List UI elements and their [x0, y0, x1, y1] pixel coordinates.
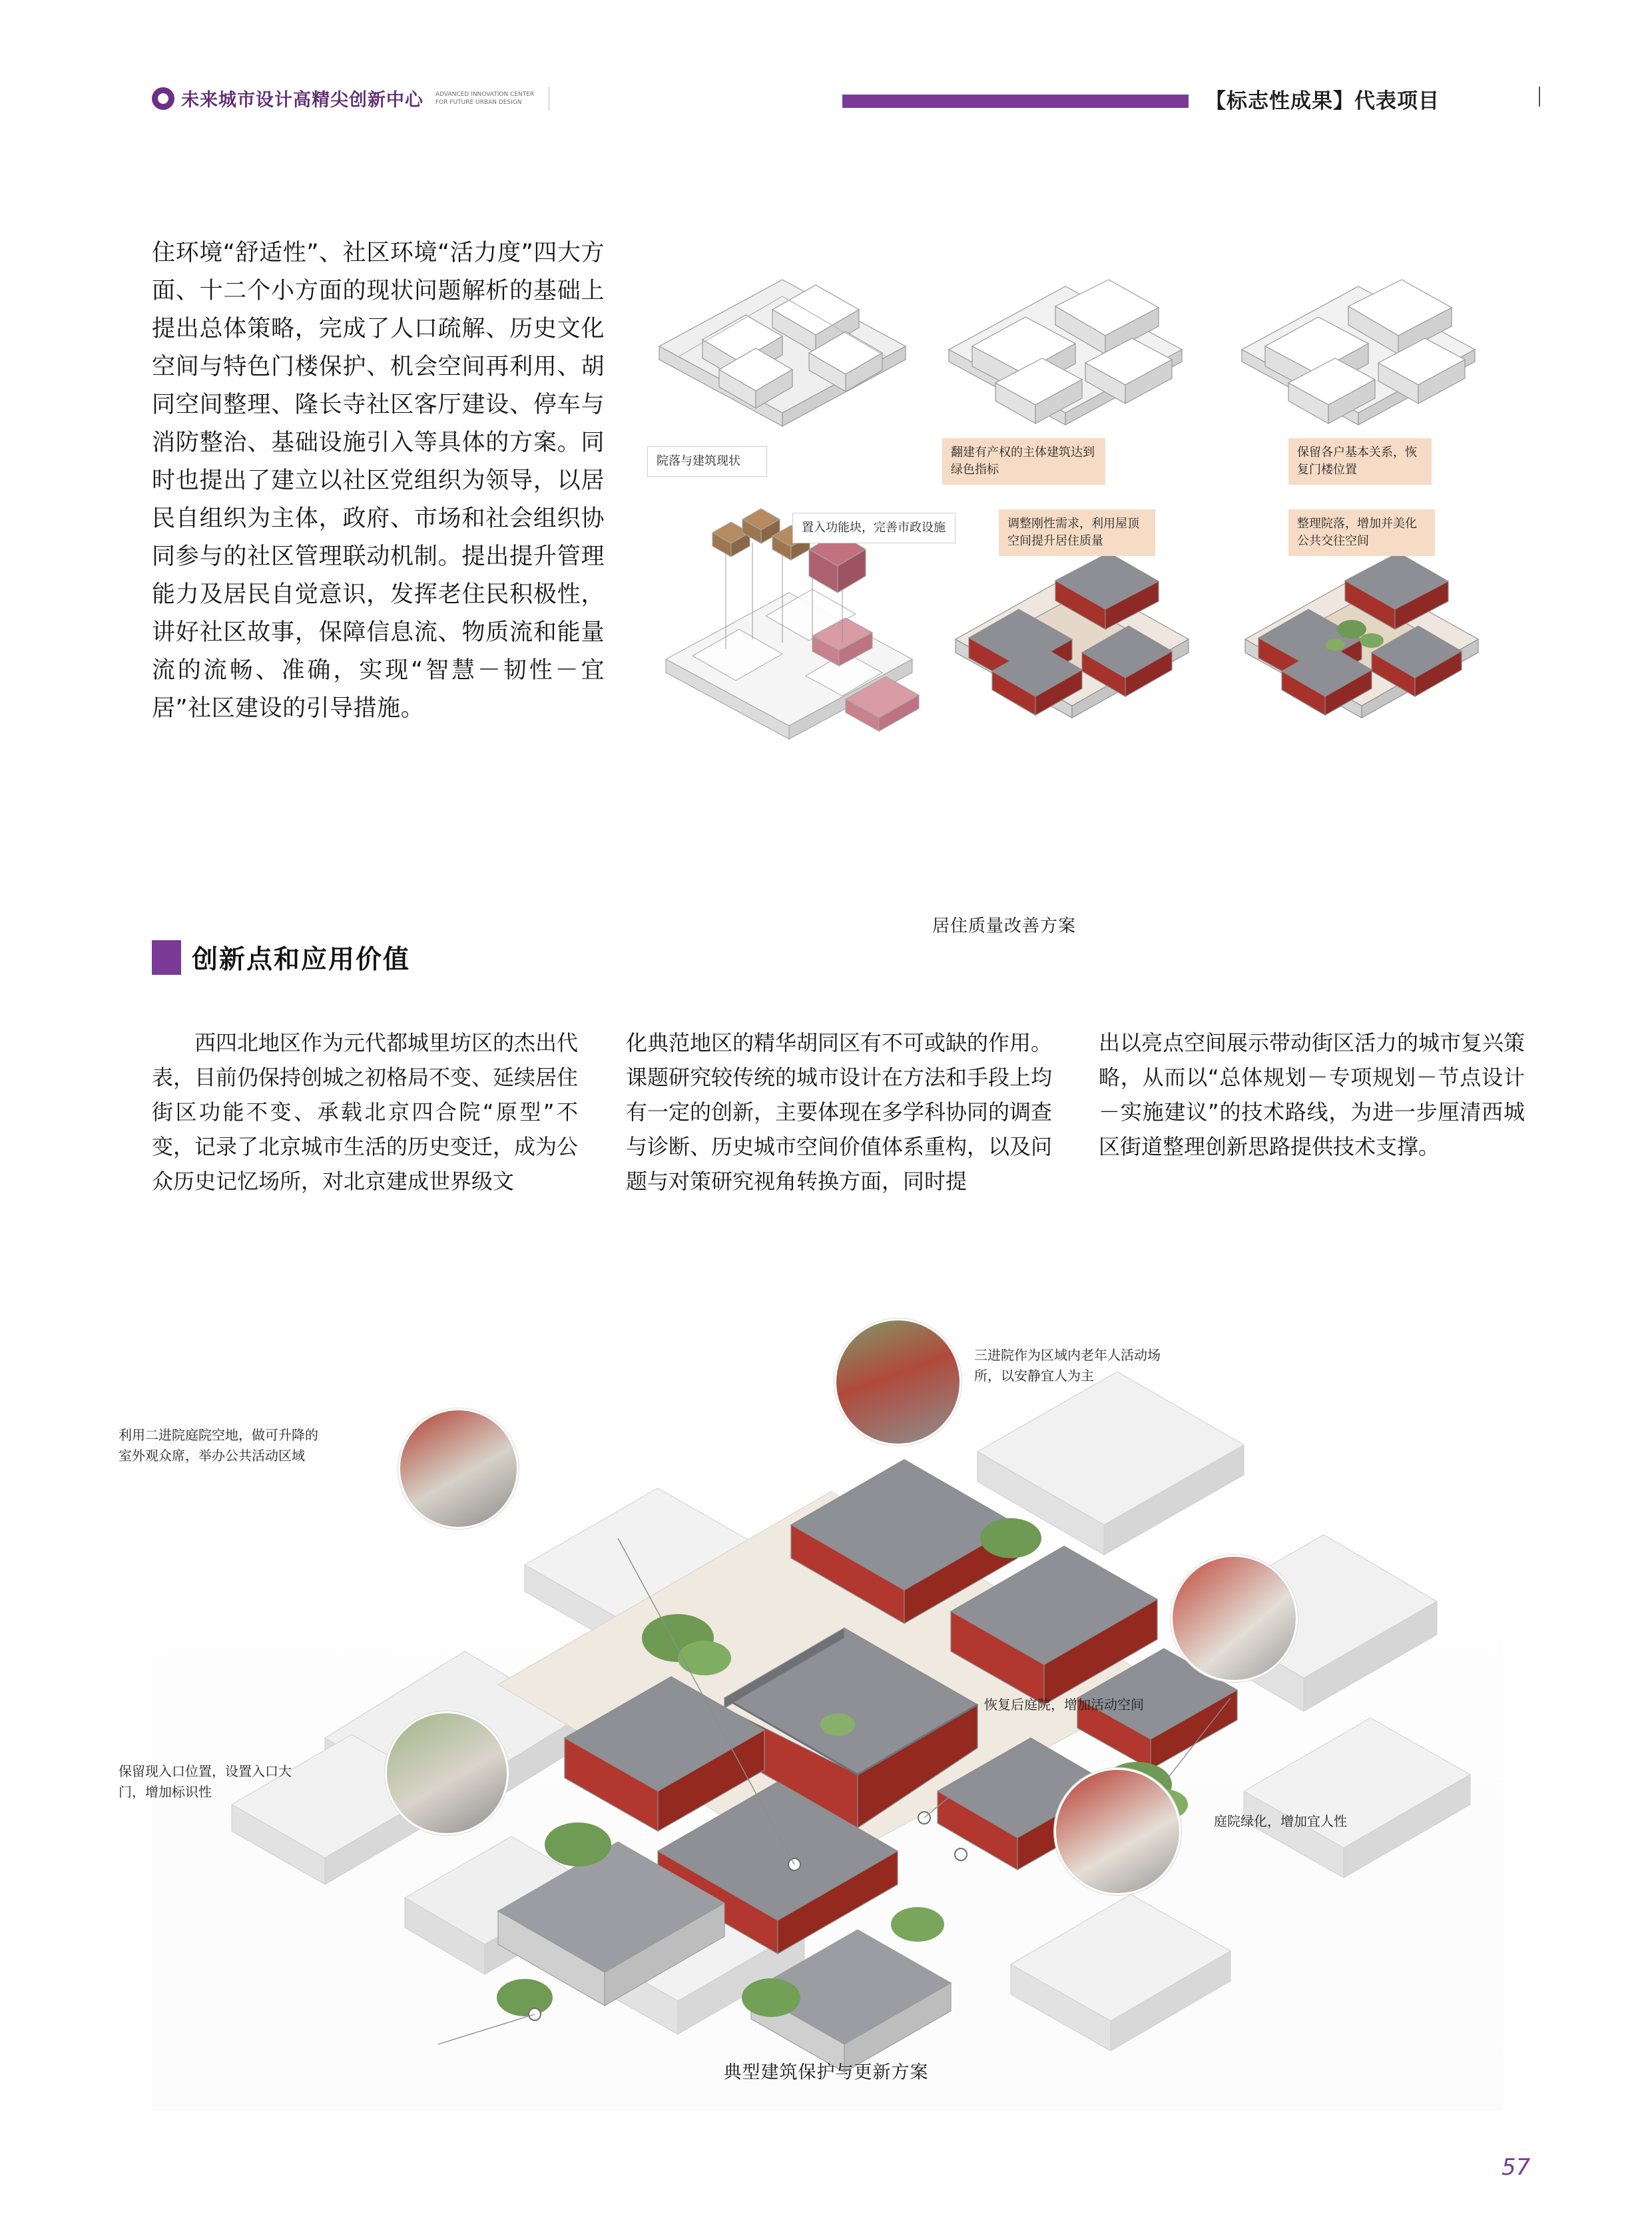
- page-number: 57: [1502, 2154, 1531, 2181]
- iso-diagram-6: [1229, 539, 1495, 759]
- body-column-3: 出以亮点空间展示带动街区活力的城市复兴策略，从而以“总体规划－专项规划－节点设计－实施建议”的技术路线，为进一步厘清西城区街道整理创新思路提供技术支撑。: [1099, 1030, 1525, 1159]
- annotation-2: 利用二进院庭院空地，做可升降的室外观众席，举办公共活动区域: [119, 1427, 318, 1464]
- callout-photo-courtyard-elderly: [834, 1318, 962, 1446]
- body-column-2: 化典范地区的精华胡同区有不可或缺的作用。课题研究较传统的城市设计在方法和手段上均有一定的创新，主要体现在多学科协同的调查与诊断、历史城市空间价值体系重构，以及问题与对策研究视角转换方面，同时提: [626, 1030, 1053, 1194]
- logo-en-line2: FOR FUTURE URBAN DESIGN: [435, 99, 522, 106]
- annotation-4: 保留现入口位置，设置入口大门，增加标识性: [119, 1763, 292, 1800]
- diagram-tag-3: 保留各户基本关系，恢复门楼位置: [1288, 438, 1432, 485]
- diagram-tag-6: 整理院落，增加并美化公共交往空间: [1288, 509, 1435, 556]
- annotation-3: 恢复后庭院，增加活动空间: [984, 1697, 1144, 1713]
- body-column-1: 西四北地区作为元代都城里坊区的杰出代表，目前仍保持创城之初格局不变、延续居住街区功能不变、承载北京四合院“原型”不变，记录了北京城市生活的历史变迁，成为公众历史记忆场所，对北京建成世界级文: [152, 1030, 579, 1194]
- logo-icon: [152, 87, 174, 110]
- header-title: 【标志性成果】代表项目: [1205, 89, 1440, 113]
- diagram-tag-2: 翻建有产权的主体建筑达到绿色指标: [942, 438, 1105, 485]
- diagram-tag-4: 置入功能块，完善市政设施: [792, 513, 956, 543]
- annotation-1: 三进院作为区域内老年人活动场所，以安静宜人为主: [974, 1347, 1161, 1384]
- left-paragraph: 住环境“舒适性”、社区环境“活力度”四大方面、十二个小方面的现状问题解析的基础上提出总体策略，完成了人口疏解、历史文化空间与特色门楼保护、机会空间再利用、胡同空间整理、隆长寺社区客厅建设、停车与消防整治、基础设施引入等具体的方案。同时也提出了建立以社区党组织为领导，以居民自组织为主体，政府、市场和社会组织协同参与的社区管理联动机制。提出提升管理能力及居民自觉意识，发挥老住民积极性，讲好社区故事，保障信息流、物质流和能量流的流畅、准确，实现“智慧－韧性－宜居”社区建设的引导措施。: [152, 240, 605, 722]
- header-accent-bar: [842, 95, 1189, 108]
- iso-svg-4: [646, 506, 932, 772]
- section-heading: [152, 939, 410, 976]
- logo: [152, 85, 549, 111]
- callout-photo-entrance-gate: [385, 1711, 509, 1835]
- iso-diagram-1: [639, 246, 926, 466]
- callout-photo-courtyard-greening: [1054, 1768, 1181, 1895]
- iso-svg-3: [1225, 253, 1492, 466]
- big-figure-caption: 典型建筑保护与更新方案: [723, 2062, 929, 2083]
- left-text-column: [152, 234, 605, 728]
- iso-diagram-3: [1225, 253, 1492, 466]
- diagram-caption: 居住质量改善方案: [932, 916, 1077, 936]
- logo-en-line1: ADVANCED INNOVATION CENTER: [435, 91, 535, 98]
- housing-improvement-diagram: [639, 246, 1498, 952]
- typical-building-renovation-figure: [119, 1325, 1504, 2111]
- iso-diagram-5: [939, 539, 1205, 759]
- header-tick: [1539, 87, 1540, 107]
- section-title: 创新点和应用价值: [192, 945, 411, 975]
- annotation-5: 庭院绿化，增加宜人性: [1214, 1813, 1347, 1829]
- callout-photo-activity-space: [1171, 1555, 1298, 1682]
- callout-photo-outdoor-seating: [398, 1408, 519, 1529]
- diagram-tag-5: 调整刚性需求，利用屋顶空间提升居住质量: [999, 509, 1155, 556]
- birdseye-render-svg: [152, 1325, 1504, 2111]
- section-accent-bar: [152, 940, 181, 975]
- logo-en-text: [435, 91, 534, 107]
- page-header: [0, 0, 1652, 153]
- iso-svg-1: [639, 246, 926, 466]
- iso-svg-6: [1229, 539, 1495, 759]
- diagram-tag-1: 院落与建筑现状: [647, 446, 767, 477]
- iso-diagram-4: [646, 506, 932, 772]
- logo-cn-text: 未来城市设计高精尖创新中心: [181, 90, 423, 111]
- iso-svg-5: [939, 539, 1205, 759]
- iso-svg-2: [932, 253, 1199, 466]
- iso-diagram-2: [932, 253, 1199, 466]
